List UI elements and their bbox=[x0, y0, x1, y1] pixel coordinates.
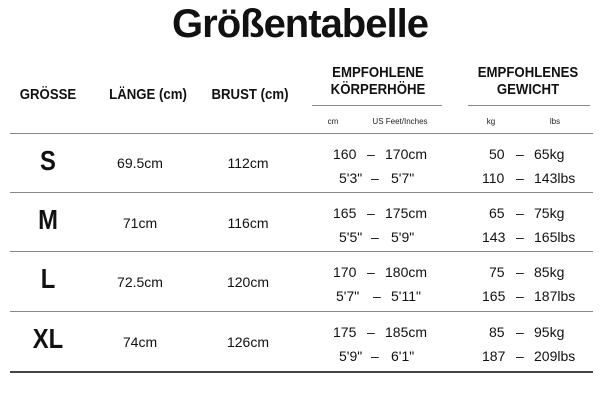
height-ft-from: 5'3" bbox=[339, 170, 363, 186]
height-ft-dash: – bbox=[371, 229, 379, 245]
height-ft-to: 5'11" bbox=[391, 288, 421, 304]
height-ft-dash: – bbox=[373, 288, 381, 304]
subheader-us-feet: US Feet/Inches bbox=[372, 117, 428, 126]
weight-kg-dash: – bbox=[516, 146, 524, 162]
size-label: XL bbox=[32, 323, 64, 354]
length-value: 72.5cm bbox=[117, 274, 163, 290]
weight-lbs-dash: – bbox=[516, 348, 524, 364]
header-chest: BRUST (cm) bbox=[211, 86, 289, 103]
row-separator-1 bbox=[10, 192, 593, 193]
height-ft-to: 6'1" bbox=[391, 348, 415, 364]
weight-kg-dash: – bbox=[516, 205, 524, 221]
height-cm-from: 170 bbox=[333, 264, 357, 280]
height-cm-dash: – bbox=[367, 205, 375, 221]
subheader-lbs: lbs bbox=[549, 117, 561, 126]
height-cm-dash: – bbox=[367, 324, 375, 340]
subheader-cm: cm bbox=[327, 117, 339, 126]
header-weight-line1: EMPFOHLENES bbox=[477, 64, 579, 81]
weight-kg-dash: – bbox=[516, 264, 524, 280]
weight-lbs-to: 187lbs bbox=[534, 288, 576, 304]
height-ft-from: 5'7" bbox=[336, 288, 360, 304]
weight-kg-to: 65kg bbox=[534, 146, 565, 162]
chest-value: 126cm bbox=[226, 334, 270, 350]
weight-kg-dash: – bbox=[516, 324, 524, 340]
chest-value: 120cm bbox=[226, 274, 270, 290]
weight-lbs-to: 143lbs bbox=[534, 170, 576, 186]
length-value: 69.5cm bbox=[117, 155, 163, 171]
weight-lbs-dash: – bbox=[516, 170, 524, 186]
header-height-line2: KÖRPERHÖHE bbox=[330, 81, 426, 98]
weight-kg-to: 85kg bbox=[534, 264, 565, 280]
weight-kg-to: 75kg bbox=[534, 205, 565, 221]
weight-kg-from: 50 bbox=[489, 146, 505, 162]
weight-kg-from: 75 bbox=[489, 264, 505, 280]
row-separator-3 bbox=[10, 311, 593, 312]
subheader-kg: kg bbox=[486, 117, 496, 126]
weight-kg-from: 65 bbox=[489, 205, 505, 221]
height-ft-to: 5'9" bbox=[391, 229, 415, 245]
weight-header-underline bbox=[468, 105, 590, 106]
weight-lbs-from: 143 bbox=[482, 229, 506, 245]
size-label: S bbox=[40, 145, 56, 176]
weight-lbs-to: 209lbs bbox=[534, 348, 576, 364]
height-cm-to: 170cm bbox=[385, 146, 428, 162]
height-cm-to: 180cm bbox=[385, 264, 428, 280]
length-value: 71cm bbox=[122, 215, 158, 231]
height-ft-dash: – bbox=[371, 348, 379, 364]
weight-lbs-to: 165lbs bbox=[534, 229, 576, 245]
height-cm-from: 175 bbox=[333, 324, 357, 340]
weight-lbs-from: 110 bbox=[482, 170, 505, 186]
height-cm-from: 160 bbox=[333, 146, 357, 162]
chest-value: 112cm bbox=[227, 155, 269, 171]
chest-value: 116cm bbox=[227, 215, 269, 231]
table-bottom-border bbox=[10, 371, 593, 373]
header-weight-line2: GEWICHT bbox=[496, 81, 560, 98]
weight-lbs-dash: – bbox=[516, 288, 524, 304]
height-cm-dash: – bbox=[367, 264, 375, 280]
size-label: L bbox=[40, 263, 56, 294]
height-cm-to: 175cm bbox=[385, 205, 428, 221]
weight-lbs-from: 165 bbox=[482, 288, 506, 304]
header-separator bbox=[10, 133, 593, 134]
length-value: 74cm bbox=[122, 334, 158, 350]
height-ft-to: 5'7" bbox=[391, 170, 415, 186]
weight-kg-from: 85 bbox=[489, 324, 505, 340]
row-separator-2 bbox=[10, 251, 593, 252]
header-length: LÄNGE (cm) bbox=[109, 86, 187, 103]
height-ft-from: 5'9" bbox=[339, 348, 363, 364]
height-cm-dash: – bbox=[367, 146, 375, 162]
header-size: GRÖSSE bbox=[19, 86, 77, 103]
height-cm-from: 165 bbox=[333, 205, 357, 221]
height-header-underline bbox=[312, 105, 442, 106]
page-title: Größentabelle bbox=[172, 2, 428, 46]
weight-lbs-from: 187 bbox=[482, 348, 506, 364]
weight-kg-to: 95kg bbox=[534, 324, 565, 340]
size-label: M bbox=[38, 204, 58, 235]
header-height-line1: EMPFOHLENE bbox=[332, 64, 424, 81]
weight-lbs-dash: – bbox=[516, 229, 524, 245]
height-ft-from: 5'5" bbox=[339, 229, 363, 245]
height-cm-to: 185cm bbox=[385, 324, 428, 340]
height-ft-dash: – bbox=[371, 170, 379, 186]
